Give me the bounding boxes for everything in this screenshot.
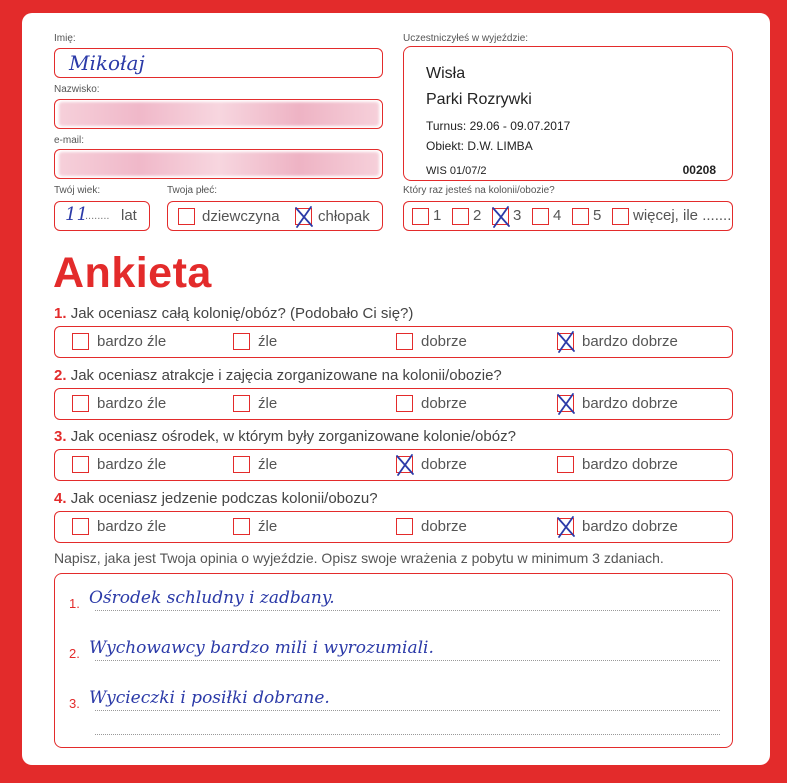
checkmark-x-icon bbox=[555, 515, 577, 539]
times-option-3-label: 3 bbox=[513, 207, 522, 224]
question-2-label: Jak oceniasz atrakcje i zajęcia zorganizowane na kolonii/obozie? bbox=[70, 367, 502, 384]
age-label: Twój wiek: bbox=[54, 185, 101, 196]
question-4-option-1-checkbox[interactable] bbox=[72, 518, 89, 535]
question-3-option-4-label: bardzo dobrze bbox=[582, 456, 678, 473]
question-1-option-2-label: źle bbox=[258, 333, 278, 350]
question-1-text bbox=[54, 305, 413, 322]
times-option-6-label: więcej, ile ....... bbox=[633, 207, 732, 224]
question-2-options bbox=[54, 388, 733, 420]
age-value: 11 bbox=[65, 204, 88, 225]
answer-3-line bbox=[95, 710, 720, 711]
trip-obiekt: Obiekt: D.W. LIMBA bbox=[426, 139, 533, 153]
gender-male-label: chłopak bbox=[318, 208, 370, 225]
times-option-6-checkbox[interactable] bbox=[612, 208, 629, 225]
question-2-option-1-label: bardzo źle bbox=[97, 395, 167, 412]
gender-female-label: dziewczyna bbox=[202, 208, 280, 225]
question-2-option-2-label: źle bbox=[258, 395, 278, 412]
question-4-number: 4. bbox=[54, 490, 67, 507]
times-field bbox=[403, 201, 733, 231]
question-1-option-1-label: bardzo źle bbox=[97, 333, 167, 350]
age-unit: lat bbox=[121, 207, 137, 224]
trip-label: Uczestniczyłeś w wyjeździe: bbox=[403, 33, 529, 44]
trip-info-box bbox=[403, 46, 733, 181]
question-3-option-3-label: dobrze bbox=[421, 456, 467, 473]
checkmark-x-icon bbox=[555, 330, 577, 354]
gender-field bbox=[167, 201, 383, 231]
question-4-text bbox=[54, 490, 378, 507]
question-3-options bbox=[54, 449, 733, 481]
survey-title: Ankieta bbox=[53, 249, 212, 297]
answer-3-number: 3. bbox=[69, 696, 80, 711]
trip-code: WIS 01/07/2 bbox=[426, 165, 487, 177]
checkmark-x-icon bbox=[394, 453, 416, 477]
gender-male-checkbox[interactable] bbox=[295, 208, 312, 225]
question-3-option-1-checkbox[interactable] bbox=[72, 456, 89, 473]
answer-extra-line bbox=[95, 734, 720, 735]
question-2-option-1-checkbox[interactable] bbox=[72, 395, 89, 412]
checkmark-x-icon bbox=[555, 392, 577, 416]
question-1-option-3-label: dobrze bbox=[421, 333, 467, 350]
times-option-1-label: 1 bbox=[433, 207, 442, 224]
name-field[interactable] bbox=[54, 48, 383, 78]
answer-1-line bbox=[95, 610, 720, 611]
trip-name: Parki Rozrywki bbox=[426, 91, 532, 108]
redacted-email bbox=[59, 152, 379, 176]
question-4-label: Jak oceniasz jedzenie podczas kolonii/obozu? bbox=[70, 490, 378, 507]
question-4-option-3-label: dobrze bbox=[421, 518, 467, 535]
opinion-prompt: Napisz, jaka jest Twoja opinia o wyjeździe. Opisz swoje wrażenia z pobytu w minimum 3 zdaniach. bbox=[54, 550, 664, 566]
gender-label: Twoja płeć: bbox=[167, 185, 218, 196]
question-3-option-2-checkbox[interactable] bbox=[233, 456, 250, 473]
question-2-number: 2. bbox=[54, 367, 67, 384]
question-2-option-4-label: bardzo dobrze bbox=[582, 395, 678, 412]
answer-3-text: Wycieczki i posiłki dobrane. bbox=[89, 688, 330, 708]
question-1-number: 1. bbox=[54, 305, 67, 322]
question-3-option-3-checkbox[interactable] bbox=[396, 456, 413, 473]
answer-2-line bbox=[95, 660, 720, 661]
times-label: Który raz jesteś na kolonii/obozie? bbox=[403, 185, 555, 196]
question-4-option-4-label: bardzo dobrze bbox=[582, 518, 678, 535]
checkmark-x-icon bbox=[293, 205, 315, 229]
question-2-option-4-checkbox[interactable] bbox=[557, 395, 574, 412]
trip-turnus: Turnus: 29.06 - 09.07.2017 bbox=[426, 119, 571, 133]
question-4-option-4-checkbox[interactable] bbox=[557, 518, 574, 535]
question-4-option-1-label: bardzo źle bbox=[97, 518, 167, 535]
question-1-option-2-checkbox[interactable] bbox=[233, 333, 250, 350]
trip-number: 00208 bbox=[682, 163, 716, 177]
times-option-4-checkbox[interactable] bbox=[532, 208, 549, 225]
name-label: Imię: bbox=[54, 33, 76, 44]
answer-2-text: Wychowawcy bardzo mili i wyrozumiali. bbox=[89, 638, 434, 658]
gender-female-checkbox[interactable] bbox=[178, 208, 195, 225]
times-option-5-label: 5 bbox=[593, 207, 602, 224]
age-field[interactable] bbox=[54, 201, 150, 231]
question-4-option-3-checkbox[interactable] bbox=[396, 518, 413, 535]
question-1-options bbox=[54, 326, 733, 358]
question-1-option-1-checkbox[interactable] bbox=[72, 333, 89, 350]
email-label: e-mail: bbox=[54, 135, 85, 146]
question-1-label: Jak oceniasz całą kolonię/obóz? (Podobało Ci się?) bbox=[70, 305, 414, 322]
question-2-option-3-checkbox[interactable] bbox=[396, 395, 413, 412]
question-3-option-4-checkbox[interactable] bbox=[557, 456, 574, 473]
times-option-3-checkbox[interactable] bbox=[492, 208, 509, 225]
question-1-option-3-checkbox[interactable] bbox=[396, 333, 413, 350]
surname-label: Nazwisko: bbox=[54, 84, 100, 95]
question-2-text bbox=[54, 367, 502, 384]
checkmark-x-icon bbox=[490, 205, 512, 229]
times-option-2-checkbox[interactable] bbox=[452, 208, 469, 225]
times-option-4-label: 4 bbox=[553, 207, 562, 224]
question-4-options bbox=[54, 511, 733, 543]
question-2-option-2-checkbox[interactable] bbox=[233, 395, 250, 412]
question-4-option-2-label: źle bbox=[258, 518, 278, 535]
question-3-number: 3. bbox=[54, 428, 67, 445]
times-option-5-checkbox[interactable] bbox=[572, 208, 589, 225]
question-2-option-3-label: dobrze bbox=[421, 395, 467, 412]
surname-field[interactable] bbox=[54, 99, 383, 129]
question-3-label: Jak oceniasz ośrodek, w którym były zorganizowane kolonie/obóz? bbox=[70, 428, 516, 445]
times-option-1-checkbox[interactable] bbox=[412, 208, 429, 225]
answer-1-number: 1. bbox=[69, 596, 80, 611]
redacted-surname bbox=[59, 102, 379, 126]
opinion-box[interactable] bbox=[54, 573, 733, 748]
answer-1-text: Ośrodek schludny i zadbany. bbox=[89, 588, 335, 608]
question-3-option-1-label: bardzo źle bbox=[97, 456, 167, 473]
question-1-option-4-checkbox[interactable] bbox=[557, 333, 574, 350]
age-dots: ........ bbox=[85, 210, 110, 222]
question-3-text bbox=[54, 428, 516, 445]
times-option-2-label: 2 bbox=[473, 207, 482, 224]
question-4-option-2-checkbox[interactable] bbox=[233, 518, 250, 535]
trip-place: Wisła bbox=[426, 65, 466, 82]
name-value: Mikołaj bbox=[69, 51, 145, 75]
email-field[interactable] bbox=[54, 149, 383, 179]
question-1-option-4-label: bardzo dobrze bbox=[582, 333, 678, 350]
answer-2-number: 2. bbox=[69, 646, 80, 661]
question-3-option-2-label: źle bbox=[258, 456, 278, 473]
